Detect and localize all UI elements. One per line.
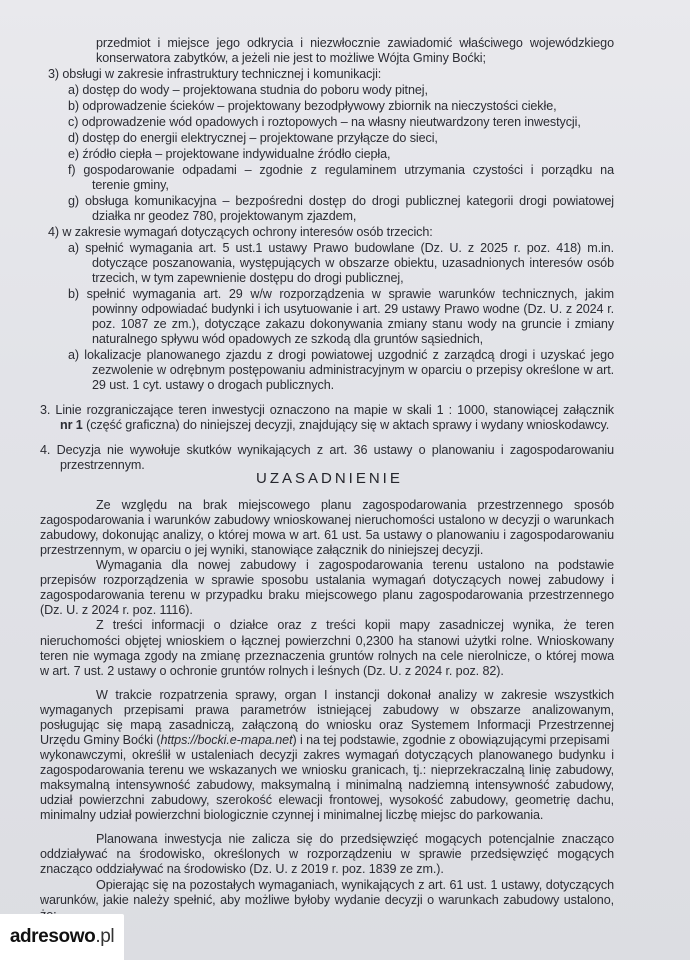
text-fragment: (część graficzna) do niniejszej decyzji, znajdujący się w aktach sprawy i wydany wnioskodawcy. xyxy=(82,418,610,432)
point-4: 4. Decyzja nie wywołuje skutków wynikających z art. 36 ustawy o planowaniu i zagospodarowaniu xyxy=(40,443,614,457)
paragraph-line: wykonawczymi, określił w ustaleniach decyzji zakres wymagań dotyczących planowanego budynku i xyxy=(40,748,614,762)
paragraph-line: zabudowy, dokonując analizy, o której mowa w art. 61 ust. 5a ustawy o planowaniu i zagospodarowaniu xyxy=(40,528,614,542)
logo-name: adresowo xyxy=(9,926,96,947)
list-item-b: b) spełnić wymagania art. 29 w/w rozporządzenia w sprawie warunków technicznych, jakim xyxy=(68,287,614,301)
list-item-a: a) dostęp do wody – projektowana studnia do poboru wody pitnej, xyxy=(68,83,428,97)
paragraph-line: w art. 7 ust. 2 ustawy o ochronie gruntów rolnych i leśnych (Dz. U. z 2024 r. poz. 82). xyxy=(40,664,504,678)
paragraph-line: Opierając się na pozostałych wymaganiach, wynikających z art. 61 ust. 1 ustawy, dotyczących xyxy=(96,878,614,892)
list-item-e: e) źródło ciepła – projektowane indywidualne źródło ciepła, xyxy=(68,147,391,161)
paragraph-line: minimalny udział powierzchni biologicznie czynnej i minimalnej liczbę miejsc do parkowania. xyxy=(40,808,544,822)
list-item-d: d) dostęp do energii elektrycznej – projektowane przyłącze do sieci, xyxy=(68,131,438,145)
attachment-ref: nr 1 xyxy=(60,418,83,432)
paragraph-line: nieruchomości objętej wnioskiem o łącznej powierzchni 0,2300 ha stanowi użytki rolne. Wnioskowany xyxy=(40,634,614,648)
paragraph-line xyxy=(40,733,610,748)
text-line: trzecich, w tym zapewnienie dostępu do drogi publicznej, xyxy=(92,271,404,285)
paragraph-line: oddziaływać na środowisko, określonych w rozporządzeniu w sprawie przedsięwzięć mogących xyxy=(40,847,614,861)
list-item-f: f) gospodarowanie odpadami – zgodnie z regulaminem utrzymania czystości i porządku na xyxy=(68,163,614,177)
list-item-c: c) odprowadzenie wód opadowych i roztopowych – na własny nieutwardzony teren inwestycji, xyxy=(68,115,581,129)
url-link[interactable]: https://bocki.e-mapa.net xyxy=(160,733,293,747)
list-item-4: 4) w zakresie wymagań dotyczących ochrony interesów osób trzecich: xyxy=(48,225,433,239)
paragraph-line: zagospodarowania i warunków zabudowy wnioskowanej nieruchomości ustalono w decyzji o warunkach xyxy=(40,513,614,527)
paragraph-line: posługując się mapą zasadniczą, załączoną do wniosku oraz Systemem Informacji Przestrzennej xyxy=(40,718,614,732)
text-line: poz. 1087 ze zm.), dotyczące zakazu dokonywania zmiany stanu wody na gruncie i zmiany xyxy=(92,317,614,331)
point-3: 3. Linie rozgraniczające teren inwestycji oznaczono na mapie w skali 1 : 1000, stanowiącej załącznik xyxy=(40,403,614,417)
text-line xyxy=(60,418,609,433)
text-line: terenie gminy, xyxy=(92,178,169,192)
text-line: przestrzennym. xyxy=(60,458,145,472)
paragraph-line: Planowana inwestycja nie zalicza się do przedsięwzięć mogących potencjalnie znacząco xyxy=(96,832,614,846)
paragraph-line: znacząco oddziaływać na środowisko (Dz. U. z 2019 r. poz. 1839 ze zm.). xyxy=(40,862,444,876)
text-line: zezwolenie w odrębnym postępowaniu administracyjnym w oparciu o przepisy określone w art. xyxy=(92,363,614,377)
paragraph-line: Ze względu na brak miejscowego planu zagospodarowania przestrzennego sposób xyxy=(96,498,614,512)
logo-suffix: .pl xyxy=(95,926,115,947)
paragraph-line: Wymagania dla nowej zabudowy i zagospodarowania terenu ustalono na podstawie xyxy=(96,558,614,572)
text-line: powinny odpowiadać budynki i ich usytuowanie i art. 29 ustawy Prawo wodne (Dz. U. z 2024 r. xyxy=(92,302,614,316)
paragraph-line: maksymalną intensywność zabudowy, maksymalną i minimalną nadziemną intensywność zabudowy, xyxy=(40,778,614,792)
list-item-a: a) spełnić wymagania art. 5 ust.1 ustawy Prawo budowlane (Dz. U. z 2025 r. poz. 418) m.in. xyxy=(68,241,614,255)
list-item-g: g) obsługa komunikacyjna – bezpośredni dostęp do drogi publicznej kategorii drogi powiatowej xyxy=(68,194,614,208)
text-line: 29 ust. 1 cyt. ustawy o drogach publicznych. xyxy=(92,378,335,392)
paragraph-line: (Dz. U. z 2024 r. poz. 1116). xyxy=(40,603,193,617)
text-fragment: ) i na tej podstawie, zgodnie z obowiązującymi przepisami xyxy=(292,733,610,747)
paragraph-line: przepisów rozporządzenia w sprawie sposobu ustalania wymagań dotyczących nowej zabudowy i xyxy=(40,573,614,587)
text-line: naturalnego spływu wód opadowych ze szkodą dla gruntów sąsiednich, xyxy=(92,332,484,346)
paragraph-line: zagospodarowania terenu w przypadku braku miejscowego planu zagospodarowania przestrzennego xyxy=(40,588,614,602)
adresowo-logo[interactable] xyxy=(0,914,124,960)
list-item-a: a) lokalizacje planowanego zjazdu z drogi powiatowej uzgodnić z zarządcą drogi i uzyskać jego xyxy=(68,348,614,362)
paragraph-line: zagospodarowania terenu we wskazanych we wniosku granicach, tj.: nieprzekraczalną linię zabudowy, xyxy=(40,763,614,777)
paragraph-line: teren nie wymaga zgody na zmianę przeznaczenia gruntów rolnych na cele nierolnicze, o której mowa xyxy=(40,649,614,663)
section-heading: UZASADNIENIE xyxy=(256,470,403,487)
paragraph-line: udział powierzchni zabudowy, szerokość elewacji frontowej, wysokość zabudowy, geometrię dachu, xyxy=(40,793,614,807)
paragraph-line: wymaganych przepisami prawa parametrów istniejącej zabudowy w obszarze analizowanym, xyxy=(40,703,614,717)
text-fragment: Urzędu Gminy Boćki ( xyxy=(40,733,161,747)
paragraph-line: W trakcie rozpatrzenia sprawy, organ I instancji dokonał analizy w zakresie wszystkich xyxy=(96,688,614,702)
text-line: konserwatora zabytków, a jeżeli nie jest to możliwe Wójta Gminy Boćki; xyxy=(96,51,486,65)
text-line: dotyczące poszanowania, występujących w obszarze obiektu, uzasadnionych interesów osób xyxy=(92,256,614,270)
paragraph-line: przestrzennym, w oparciu o jej wyniki, stanowiące załącznik do niniejszej decyzji. xyxy=(40,543,484,557)
list-item-3: 3) obsługi w zakresie infrastruktury technicznej i komunikacji: xyxy=(48,67,382,81)
text-line: przedmiot i miejsce jego odkrycia i niezwłocznie zawiadomić właściwego wojewódzkiego xyxy=(96,36,614,50)
paragraph-line: warunków, jakie należy spełnić, aby możliwe byłoby wydanie decyzji o warunkach zabudowy ustalono, xyxy=(40,893,614,907)
list-item-b: b) odprowadzenie ścieków – projektowany bezodpływowy zbiornik na nieczystości ciekłe, xyxy=(68,99,557,113)
text-line: działka nr geodez 780, projektowanym zjazdem, xyxy=(92,209,357,223)
paragraph-line: Z treści informacji o działce oraz z treści kopii mapy zasadniczej wynika, że teren xyxy=(96,618,614,632)
